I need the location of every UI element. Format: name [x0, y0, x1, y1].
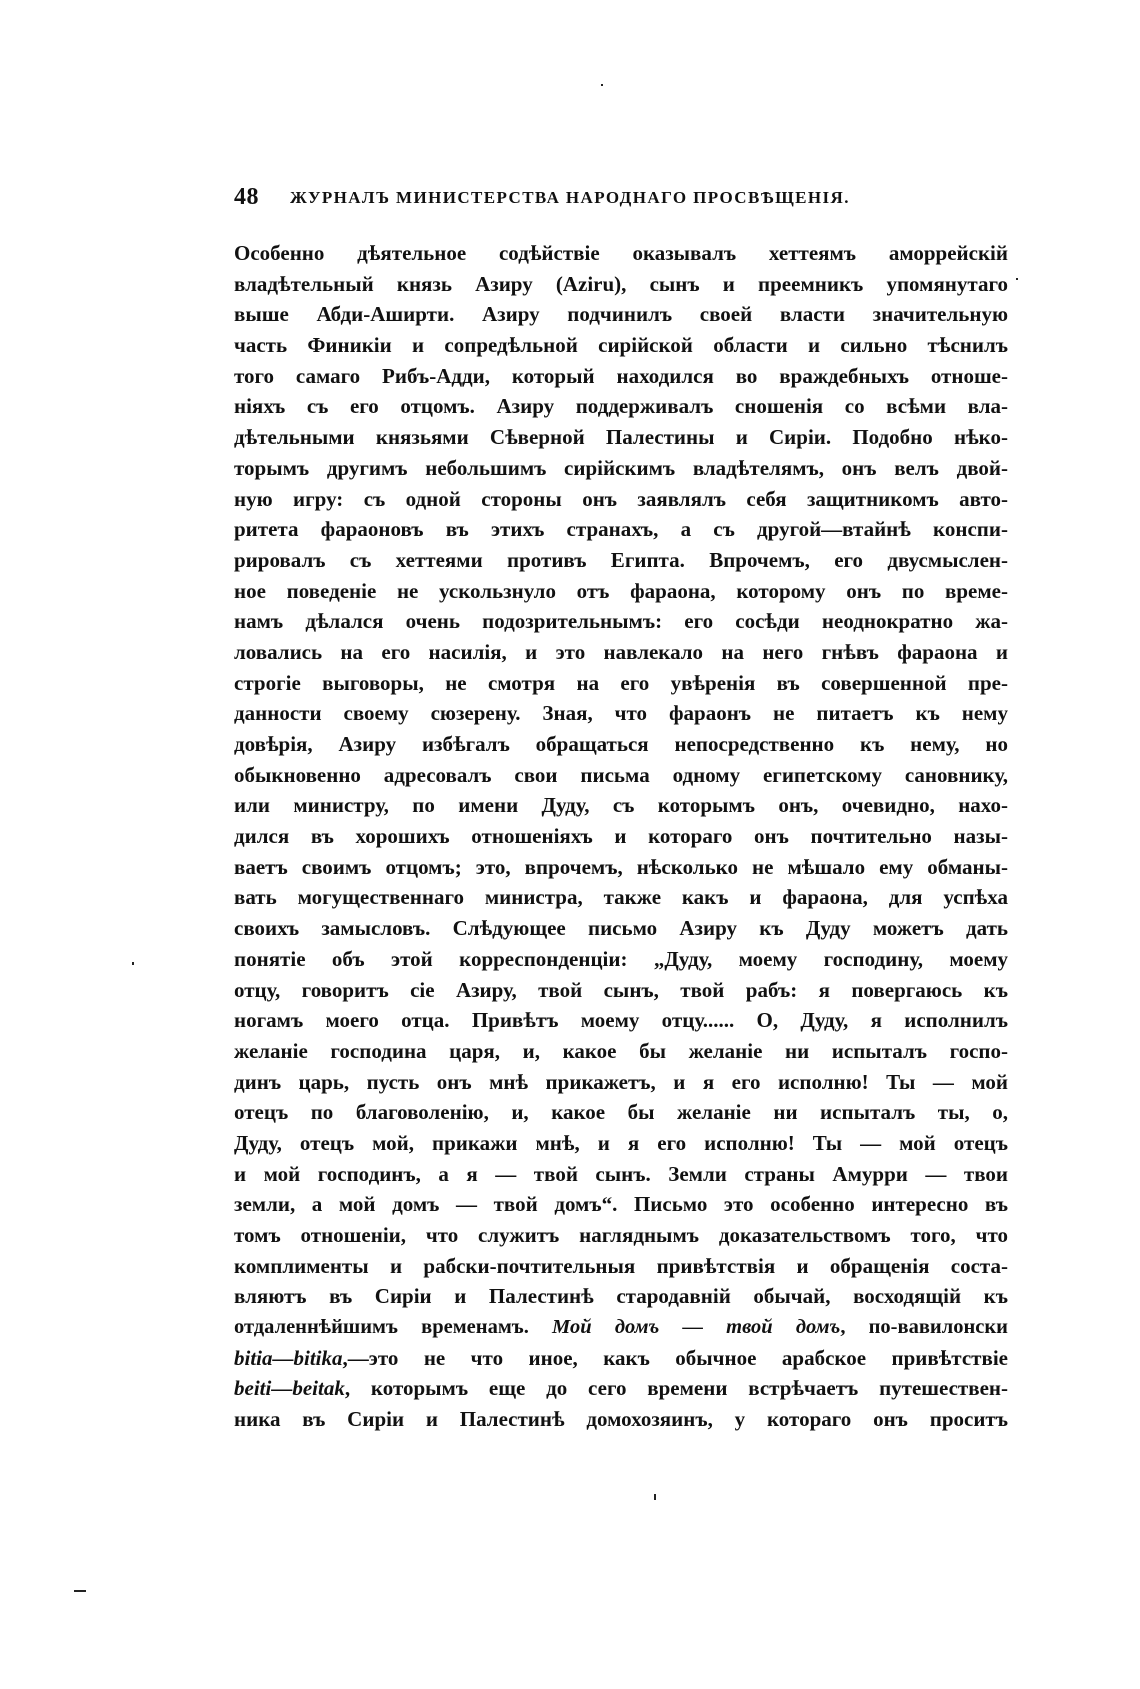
- text-segment: ное поведеніе не ускользнуло отъ фараона, которому онъ по време-: [234, 578, 1008, 603]
- text-line: [234, 391, 1008, 422]
- text-line: [234, 1189, 1008, 1220]
- text-line: [234, 944, 1008, 975]
- text-segment: торымъ другимъ небольшимъ сирійскимъ владѣтелямъ, онъ велъ двой-: [234, 455, 1008, 480]
- print-speck: [132, 962, 134, 965]
- text-line: [234, 606, 1008, 637]
- text-line: [234, 1067, 1008, 1098]
- running-title: ЖУРНАЛЪ МИНИСТЕРСТВА НАРОДНАГО ПРОСВѢЩЕНІЯ.: [290, 188, 850, 207]
- text-line: [234, 1220, 1008, 1251]
- text-segment: или министру, по имени Дуду, съ которымъ онъ, очевидно, нахо-: [234, 793, 1008, 818]
- text-line: [234, 729, 1008, 760]
- print-speck: [1016, 278, 1018, 280]
- text-segment: ника въ Сиріи и Палестинѣ домохозяинъ, у котораго онъ проситъ: [234, 1407, 1008, 1432]
- text-segment: ніяхъ съ его отцомъ. Азиру поддерживалъ сношенія со всѣми вла-: [234, 394, 1008, 419]
- text-segment: строгіе выговоры, не смотря на его увѣренія въ совершенной пре-: [234, 670, 1008, 695]
- text-line: [234, 330, 1008, 361]
- text-segment: обыкновенно адресовалъ свои письма одному египетскому сановнику,: [234, 762, 1008, 787]
- text-segment: выше Абди-Аширти. Азиру подчинилъ своей власти значительную: [234, 302, 1008, 327]
- text-segment: того самаго Рибъ-Адди, который находился во враждебныхъ отноше-: [234, 363, 1008, 388]
- text-line: [234, 576, 1008, 607]
- text-segment: ную игру: съ одной стороны онъ заявлялъ себя защитникомъ авто-: [234, 486, 1008, 511]
- text-line: [234, 790, 1008, 821]
- text-segment: ваетъ своимъ отцомъ; это, впрочемъ, нѣсколько не мѣшало ему обманы-: [234, 854, 1008, 879]
- text-segment: земли, а мой домъ — твой домъ“. Письмо это особенно интересно въ: [234, 1192, 1008, 1217]
- text-line: [234, 882, 1008, 913]
- text-segment: намъ дѣлался очень подозрительнымъ: его сосѣди неоднократно жа-: [234, 609, 1008, 634]
- text-segment: понятіе объ этой корреспонденціи: „Дуду, моему господину, моему: [234, 946, 1008, 971]
- text-line: [234, 1343, 1008, 1374]
- text-line: [234, 1005, 1008, 1036]
- text-line: [234, 852, 1008, 883]
- text-segment: , по-вавилонски: [840, 1316, 1008, 1339]
- text-segment: комплименты и рабски-почтительныя привѣтствія и обращенія соста-: [234, 1253, 1008, 1278]
- text-segment: вать могущественнаго министра, также какъ и фараона, для успѣха: [234, 885, 1008, 910]
- text-segment: дѣтельными князьями Сѣверной Палестины и Сиріи. Подобно нѣко-: [234, 425, 1008, 450]
- text-line: [234, 821, 1008, 852]
- print-speck: [601, 84, 603, 86]
- text-segment: , которымъ еще до сего времени встрѣчаетъ путешествен-: [344, 1376, 1008, 1401]
- text-line: [234, 668, 1008, 699]
- text-segment: довѣрія, Азиру избѣгалъ обращаться непосредственно къ нему, но: [234, 732, 1008, 756]
- text-line: [234, 1404, 1008, 1435]
- text-segment: рировалъ съ хеттеями противъ Египта. Впрочемъ, его двусмыслен-: [234, 547, 1008, 572]
- text-segment: владѣтельный князь Азиру (Aziru), сынъ и преемникъ упомянутаго: [234, 271, 1008, 296]
- print-speck: [654, 1494, 656, 1500]
- text-segment: и мой господинъ, а я — твой сынъ. Земли страны Амурри — твои: [234, 1161, 1008, 1186]
- text-segment: данности своему сюзерену. Зная, что фараонъ не питаетъ къ нему: [234, 701, 1008, 726]
- text-line: [234, 1251, 1008, 1282]
- text-segment: ловались на его насилія, и это навлекало на него гнѣвъ фараона и: [234, 639, 1008, 664]
- text-line: [234, 238, 1008, 269]
- text-segment: ,—это не что иное, какъ обычное арабское привѣтствіе: [342, 1345, 1008, 1370]
- text-line: [234, 299, 1008, 330]
- text-segment: Дуду, отецъ мой, прикажи мнѣ, и я его исполню! Ты — мой отецъ: [234, 1130, 1008, 1155]
- text-line: [234, 484, 1008, 515]
- italic-text-segment: bitia—bitika: [234, 1345, 343, 1370]
- text-segment: ритета фараоновъ въ этихъ странахъ, а съ другой—втайнѣ конспи-: [234, 517, 1008, 542]
- text-segment: часть Финикіи и сопредѣльной сирійской области и сильно тѣснилъ: [234, 333, 1008, 358]
- text-segment: вляютъ въ Сиріи и Палестинѣ стародавній обычай, восходящій къ: [234, 1284, 1008, 1309]
- text-segment: динъ царь, пусть онъ мнѣ прикажетъ, и я его исполню! Ты — мой: [234, 1069, 1008, 1094]
- text-line: [234, 1036, 1008, 1067]
- text-segment: Особенно дѣятельное содѣйствіе оказывалъ хеттеямъ аморрейскій: [234, 241, 1008, 265]
- text-line: [234, 637, 1008, 668]
- text-line: [234, 453, 1008, 484]
- text-segment: томъ отношеніи, что служитъ нагляднымъ доказательствомъ того, что: [234, 1223, 1008, 1247]
- text-segment: отцу, говоритъ сіе Азиру, твой сынъ, твой рабъ: я повергаюсь къ: [234, 977, 1008, 1002]
- text-line: [234, 514, 1008, 545]
- text-segment: желаніе господина царя, и, какое бы желаніе ни испыталъ госпо-: [234, 1038, 1008, 1063]
- text-line: [234, 1281, 1008, 1312]
- text-line: [234, 1097, 1008, 1128]
- text-line: [234, 698, 1008, 729]
- text-line: [234, 913, 1008, 944]
- text-segment: отдаленнѣйшимъ временамъ.: [234, 1316, 553, 1339]
- text-line: [234, 1373, 1008, 1404]
- italic-text-segment: beiti—beitak: [234, 1376, 345, 1401]
- text-line: [234, 1128, 1008, 1159]
- page-header: [234, 184, 1014, 214]
- text-line: [234, 975, 1008, 1006]
- text-line: [234, 422, 1008, 453]
- text-line: [234, 361, 1008, 392]
- text-line: [234, 545, 1008, 576]
- print-speck: [74, 1590, 86, 1592]
- text-segment: ногамъ моего отца. Привѣтъ моему отцу...... О, Дуду, я исполнилъ: [234, 1008, 1008, 1033]
- text-segment: своихъ замысловъ. Слѣдующее письмо Азиру къ Дуду можетъ дать: [234, 916, 1008, 941]
- text-segment: отецъ по благоволенію, и, какое бы желаніе ни испыталъ ты, о,: [234, 1100, 1008, 1125]
- text-line: [234, 1312, 1008, 1343]
- text-line: [234, 1159, 1008, 1190]
- text-segment: дился въ хорошихъ отношеніяхъ и котораго онъ почтительно назы-: [234, 824, 1008, 849]
- italic-text-segment: Мой домъ — твой домъ: [552, 1316, 841, 1339]
- text-line: [234, 269, 1008, 300]
- page-number: 48: [234, 184, 259, 210]
- text-line: [234, 760, 1008, 791]
- body-text: [234, 238, 1008, 1435]
